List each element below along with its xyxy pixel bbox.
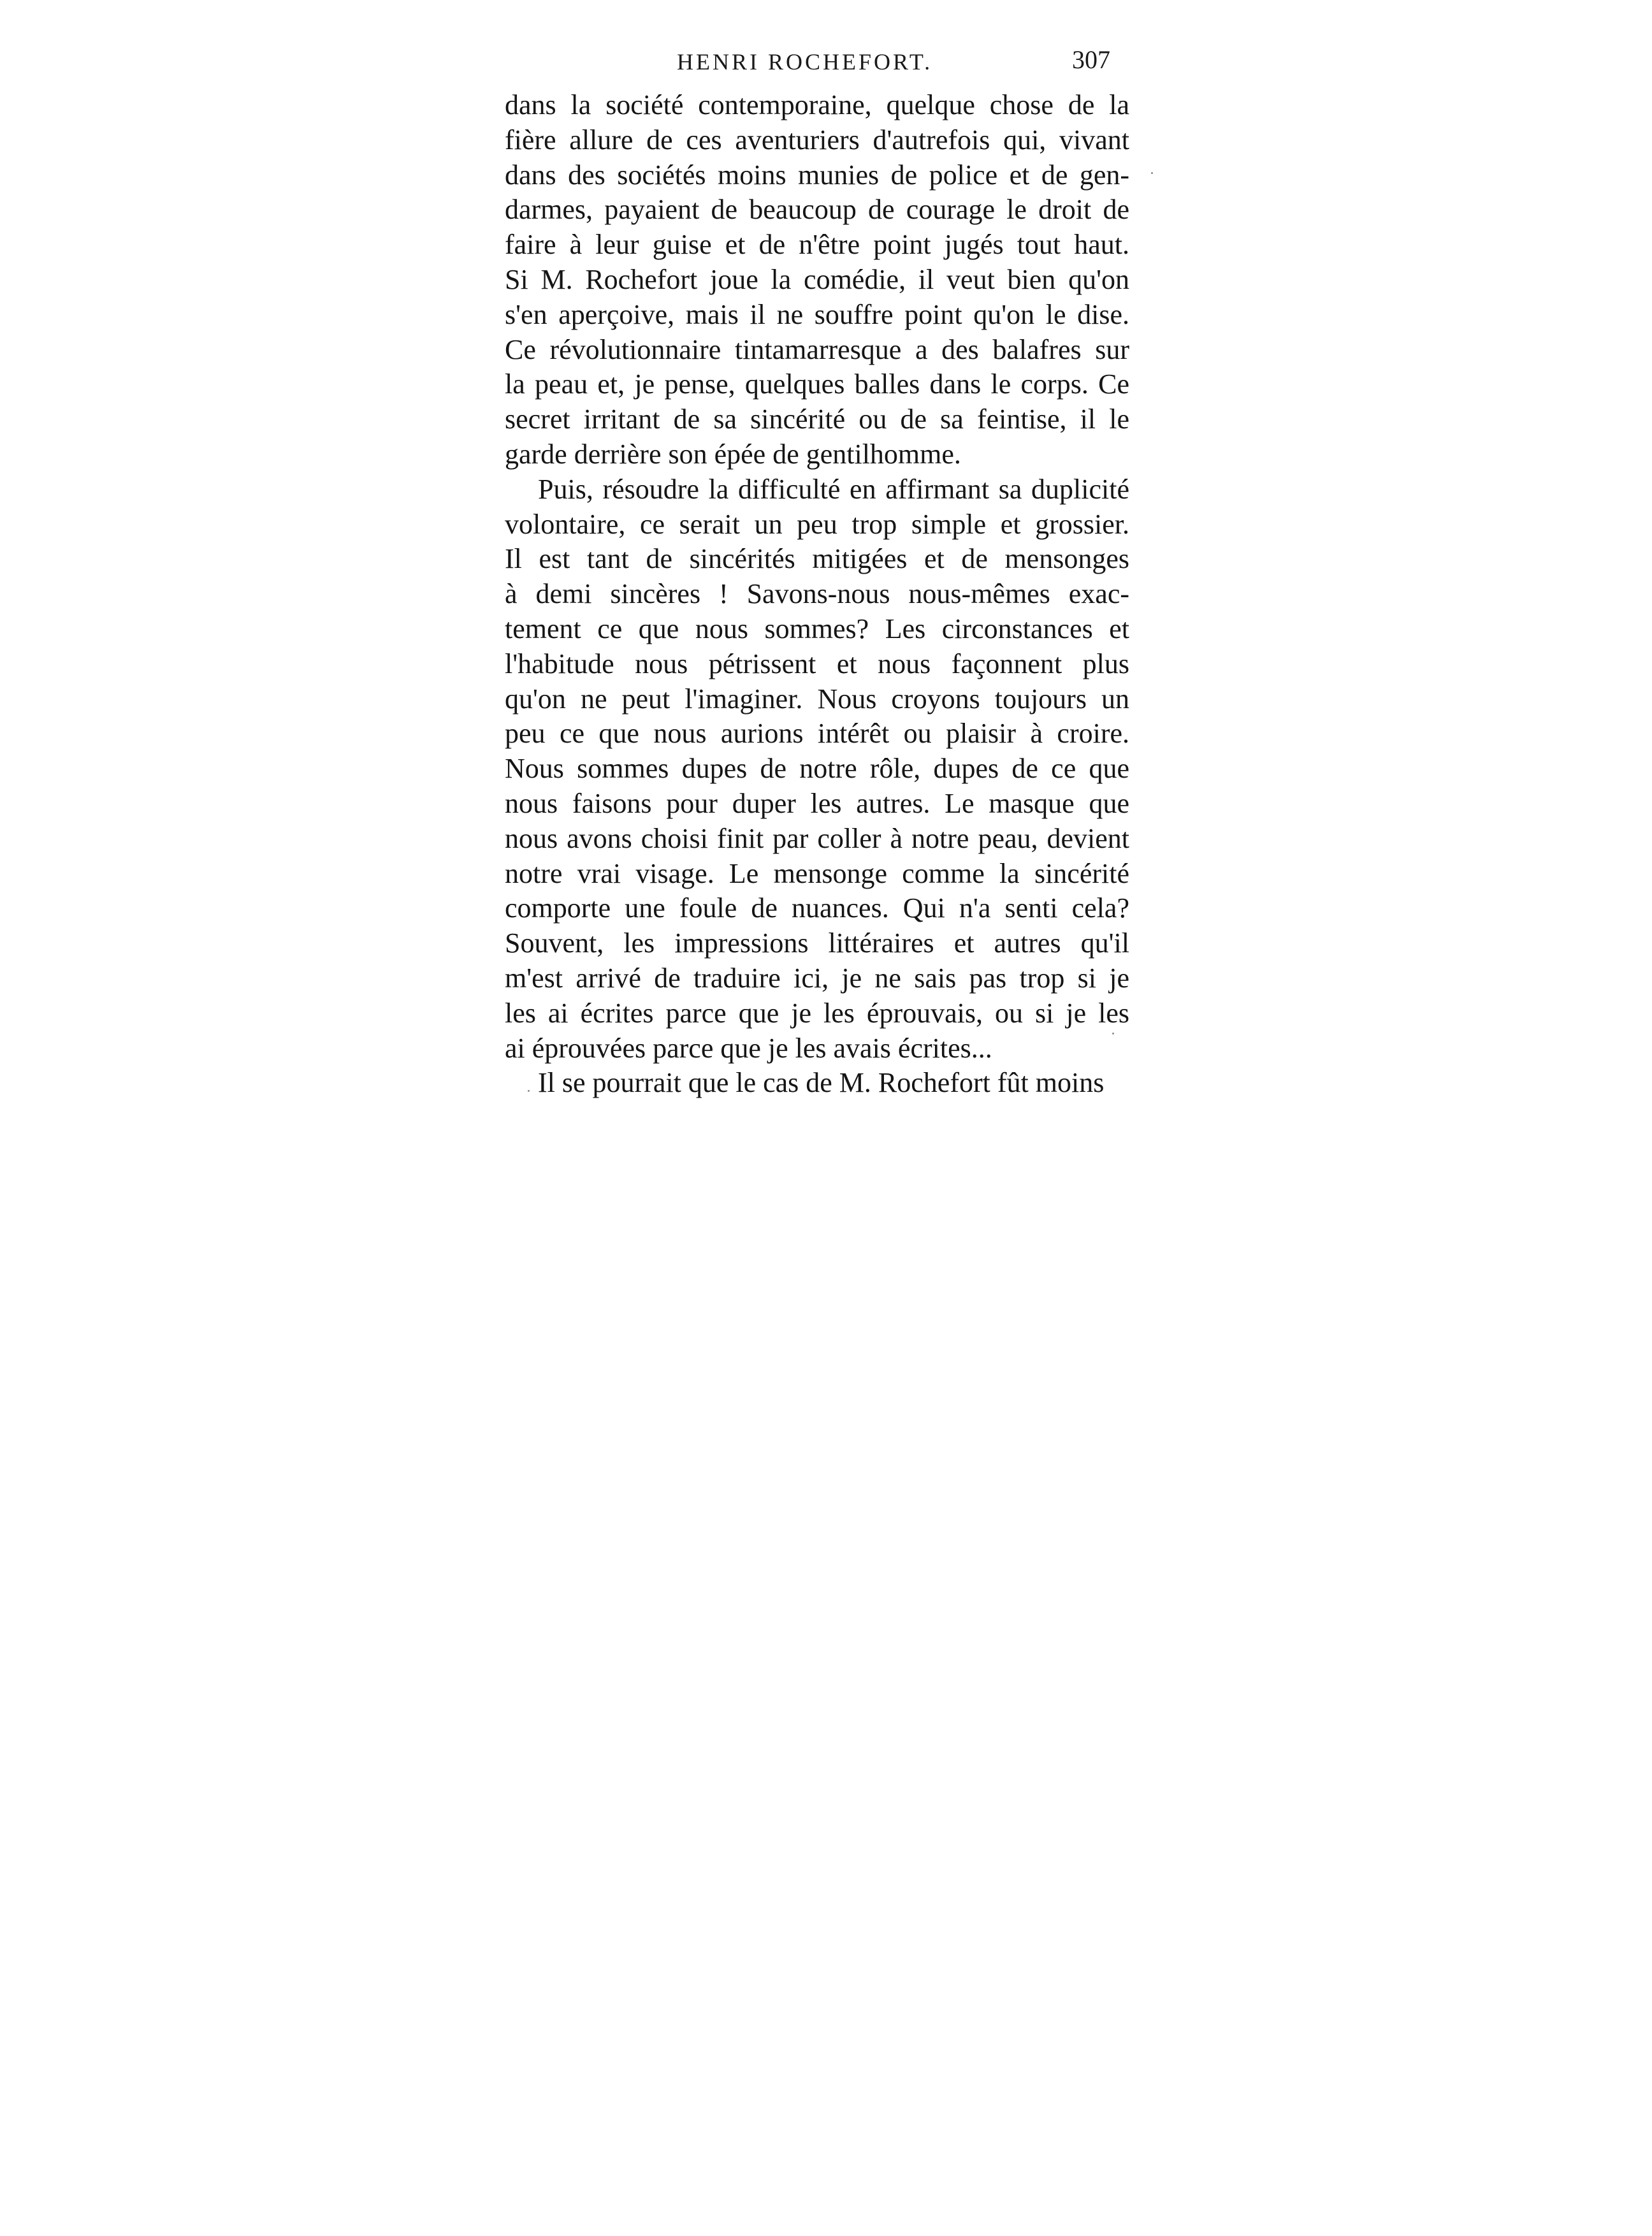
text-line: la peau et, je pense, quelques balles dans le corps. Ce [505, 368, 1129, 400]
text-line: les ai écrites parce que je les éprouvais, ou si je les [505, 997, 1129, 1029]
text-line: à demi sincères ! Savons-nous nous-mêmes exac- [505, 578, 1129, 610]
scan-speck [1112, 1033, 1114, 1035]
scan-speck [1151, 172, 1153, 174]
text-line: secret irritant de sa sincérité ou de sa feintise, il le [505, 403, 1129, 435]
text-line: qu'on ne peut l'imaginer. Nous croyons toujours un [505, 683, 1129, 715]
text-line: Nous sommes dupes de notre rôle, dupes de ce que [505, 753, 1129, 785]
paragraph-end-line: ai éprouvées parce que je les avais écrites... [505, 1032, 992, 1064]
text-line: tement ce que nous sommes? Les circonstances et [505, 613, 1129, 644]
running-head [505, 45, 1110, 83]
paragraph-end-line: garde derrière son épée de gentilhomme. [505, 438, 961, 470]
text-line: Souvent, les impressions littéraires et autres qu'il [505, 927, 1129, 959]
text-line: notre vrai visage. Le mensonge comme la sincérité [505, 857, 1129, 889]
paragraph-start-line: Il se pourrait que le cas de M. Rochefort fût moins [538, 1067, 1105, 1099]
running-title: HENRI ROCHEFORT. [677, 49, 933, 75]
text-line: Il est tant de sincérités mitigées et de mensonges [505, 543, 1129, 575]
text-line: volontaire, ce serait un peu trop simple et grossier. [505, 508, 1129, 540]
text-line: Si M. Rochefort joue la comédie, il veut bien qu'on [505, 263, 1129, 295]
body-text [505, 88, 1129, 1101]
text-line: fière allure de ces aventuriers d'autrefois qui, vivant [505, 124, 1129, 156]
text-line: comporte une foule de nuances. Qui n'a senti cela? [505, 892, 1129, 924]
text-line: darmes, payaient de beaucoup de courage le droit de [505, 194, 1129, 226]
text-line: s'en aperçoive, mais il ne souffre point qu'on le dise. [505, 298, 1129, 330]
paragraph-start-line: Puis, résoudre la difficulté en affirmant sa duplicité [538, 473, 1129, 505]
text-line: dans la société contemporaine, quelque chose de la [505, 89, 1129, 120]
page-number: 307 [1072, 45, 1110, 74]
text-line: Ce révolutionnaire tintamarresque a des balafres sur [505, 333, 1129, 365]
text-line: m'est arrivé de traduire ici, je ne sais pas trop si je [505, 962, 1129, 994]
text-line: dans des sociétés moins munies de police et de gen- [505, 159, 1129, 191]
text-line: peu ce que nous aurions intérêt ou plaisir à croire. [505, 718, 1129, 750]
text-line: faire à leur guise et de n'être point jugés tout haut. [505, 229, 1129, 261]
text-line: l'habitude nous pétrissent et nous façonnent plus [505, 648, 1129, 679]
text-line: nous faisons pour duper les autres. Le masque que [505, 787, 1129, 819]
scan-speck [528, 1090, 530, 1092]
text-line: nous avons choisi finit par coller à notre peau, devient [505, 822, 1129, 854]
